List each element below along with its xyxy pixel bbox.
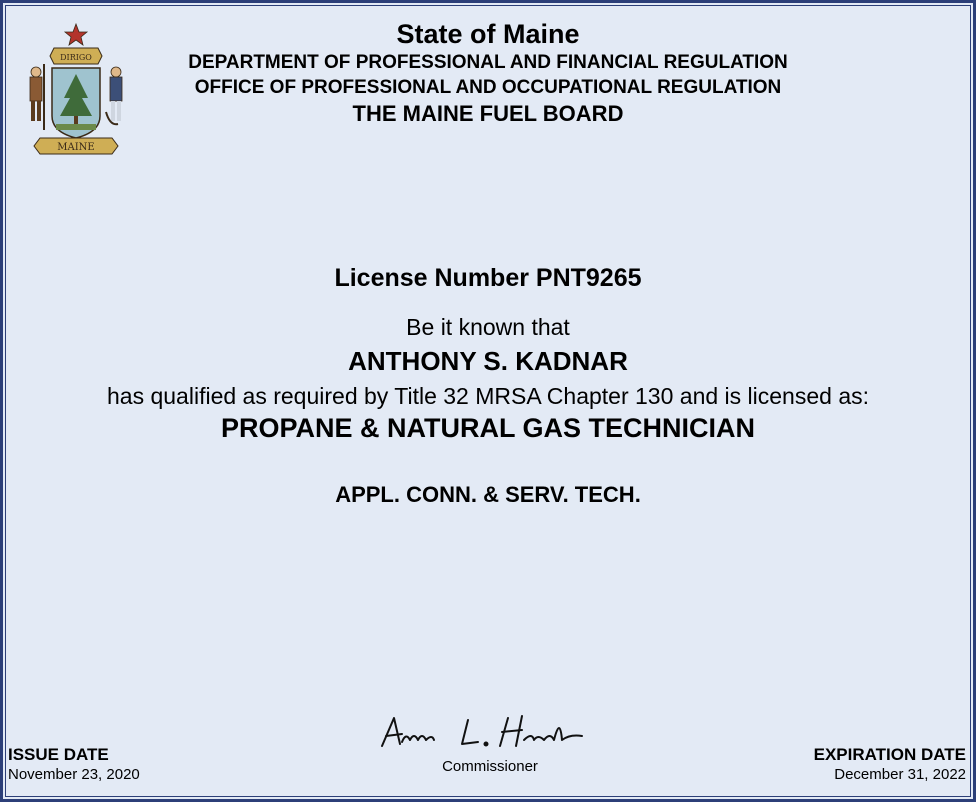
seal-base-text: MAINE: [57, 142, 95, 153]
qualification-statement: has qualified as required by Title 32 MRSA Chapter 130 and is licensed as:: [107, 383, 869, 409]
commissioner-signature: [376, 706, 596, 756]
license-holder-name: ANTHONY S. KADNAR: [348, 346, 628, 376]
be-it-known-text: Be it known that: [406, 314, 570, 340]
commissioner-title: Commissioner: [442, 758, 538, 775]
license-type: PROPANE & NATURAL GAS TECHNICIAN: [220, 413, 755, 443]
office-name: OFFICE OF PROFESSIONAL AND OCCUPATIONAL REGULATION: [194, 77, 782, 98]
department-name: DEPARTMENT OF PROFESSIONAL AND FINANCIAL REGULATION: [188, 52, 788, 73]
expiration-date-block: [814, 745, 966, 785]
license-number: License Number PNT9265: [334, 264, 642, 292]
license-endorsement: APPL. CONN. & SERV. TECH.: [335, 482, 641, 507]
board-name: THE MAINE FUEL BOARD: [352, 101, 624, 126]
issue-date-value: November 23, 2020: [8, 766, 140, 783]
issue-date-label: ISSUE DATE: [8, 745, 109, 764]
state-title: State of Maine: [396, 19, 580, 49]
expiration-date-label: EXPIRATION DATE: [813, 745, 966, 764]
certificate-header: [0, 18, 976, 128]
seal-banner-text: DIRIGO: [60, 53, 92, 62]
expiration-date-value: December 31, 2022: [834, 766, 966, 783]
issue-date-block: [8, 745, 140, 785]
